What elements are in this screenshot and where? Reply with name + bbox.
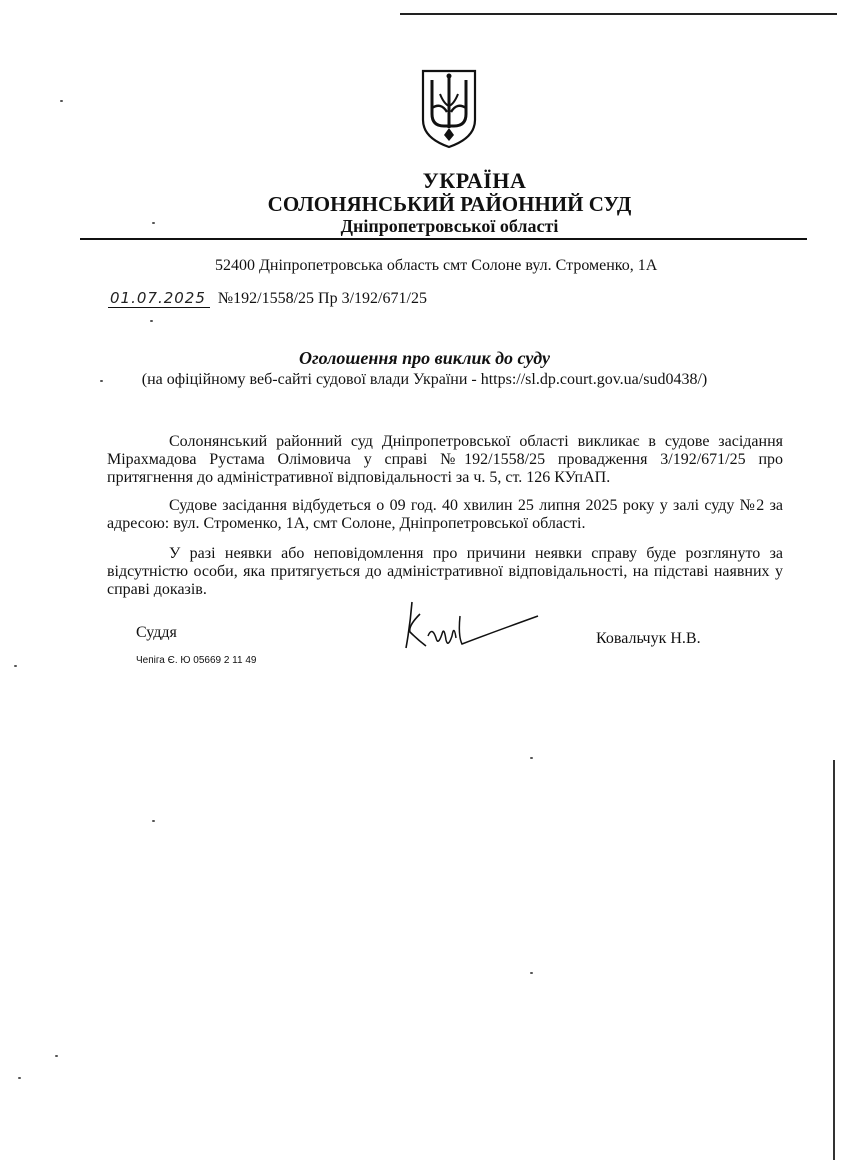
letterhead-divider <box>80 238 807 240</box>
scan-speck <box>14 665 17 667</box>
scan-speck <box>530 972 533 974</box>
scan-speck <box>530 757 533 759</box>
scan-speck <box>100 380 103 382</box>
scan-speck <box>60 100 63 102</box>
judge-role-label: Суддя <box>136 624 177 641</box>
region-heading: Дніпропетровської області <box>340 216 559 236</box>
scan-speck <box>152 222 155 224</box>
notice-subtitle: (на офіційному веб-сайті судової влади України - https://sl.dp.court.gov.ua/sud0438/) <box>141 371 708 388</box>
court-heading: СОЛОНЯНСЬКИЙ РАЙОННИЙ СУД <box>267 192 632 216</box>
scan-edge-line <box>400 13 837 15</box>
judge-name: Ковальчук Н.В. <box>596 630 701 647</box>
reference-number: №192/1558/25 Пр 3/192/671/25 <box>217 290 427 307</box>
trident-coat-of-arms-icon <box>420 68 478 150</box>
court-address: 52400 Дніпропетровська область смт Солоне вул. Строменко, 1А <box>215 257 658 274</box>
notice-paragraph: Солонянський районний суд Дніпропетровської області викликає в судове засідання Мірахмадова Рустама Олімовича у справі №192/1558/25 провадження 3/192/671/25 про притягнення до адміністративної відповідальності за ч. 5, ст. 126 КУпАП. <box>107 433 783 486</box>
outgoing-reference <box>108 289 427 308</box>
scan-speck <box>18 1077 21 1079</box>
notice-paragraph: У разі неявки або неповідомлення про причини неявки справу буде розглянуто за відсутністю особи, яка притягується до адміністративної відповідальності, на підставі наявних у справі доказів. <box>107 545 783 598</box>
scan-speck <box>152 820 155 822</box>
country-heading: УКРАЇНА <box>422 168 527 193</box>
reference-date: 01.07.2025 <box>108 289 210 308</box>
notice-title: Оголошення про виклик до суду <box>298 348 550 368</box>
scan-edge-line <box>833 760 835 1160</box>
executor-note: Чепіга Є. Ю 05669 2 11 49 <box>136 655 257 666</box>
handwritten-signature-icon <box>398 596 548 656</box>
scan-speck <box>150 320 153 322</box>
scan-speck <box>55 1055 58 1057</box>
notice-paragraph: Судове засідання відбудеться о 09 год. 40 хвилин 25 липня 2025 року у залі суду №2 за адресою: вул. Строменко, 1А, смт Солоне, Дніпропетровської області. <box>107 497 783 532</box>
